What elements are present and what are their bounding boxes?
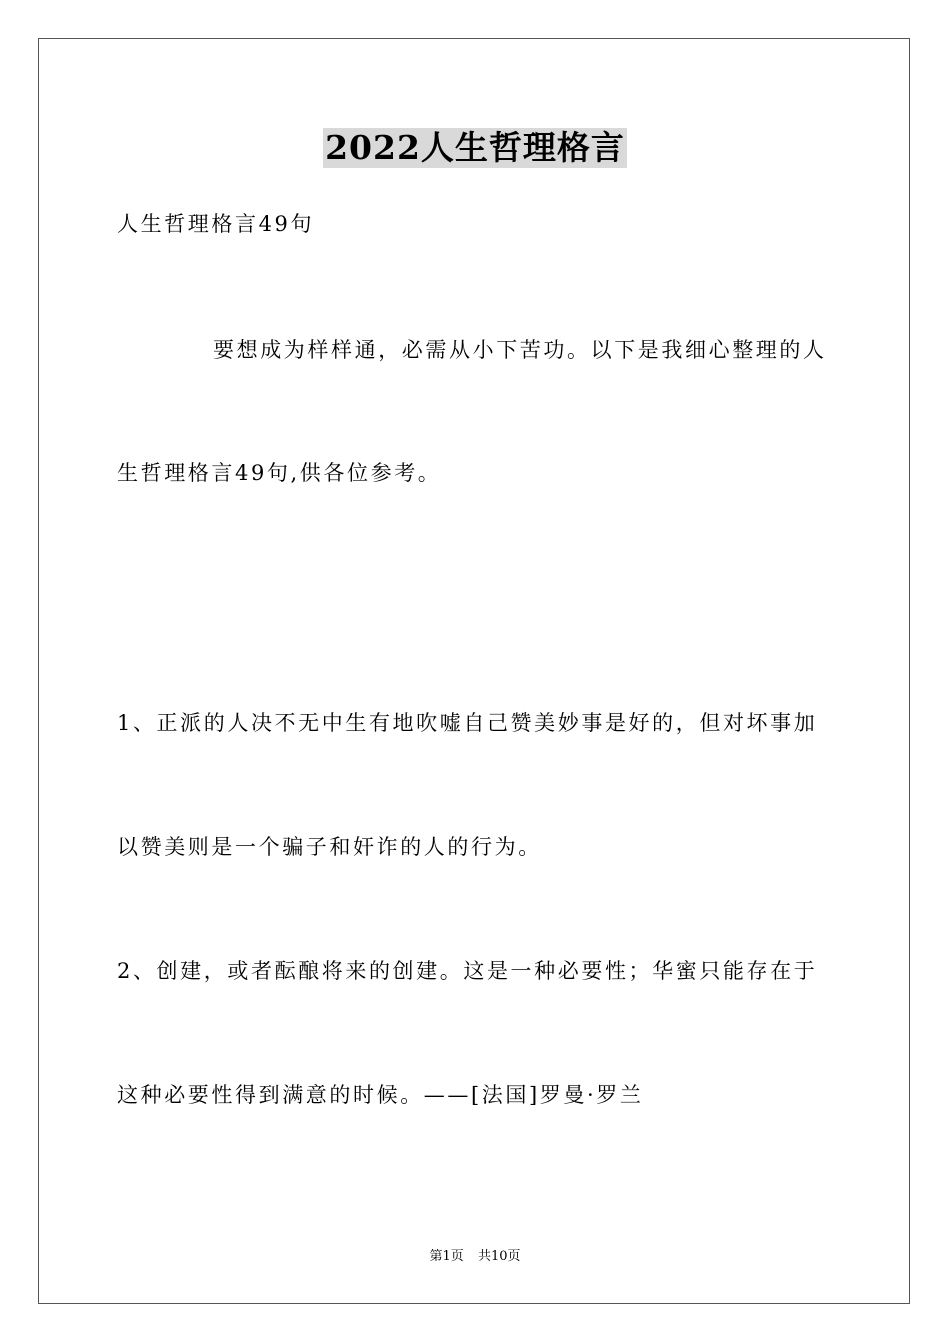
item-1-line-2: 以赞美则是一个骗子和奸诈的人的行为。 xyxy=(117,835,542,859)
subtitle: 人生哲理格言49句 xyxy=(117,212,315,236)
document-title: 2022人生哲理格言 xyxy=(325,128,625,167)
item-2-line-1: 2、创建，或者酝酿将来的创建。这是一种必要性；华蜜只能存在于 xyxy=(117,959,818,983)
page-footer xyxy=(0,1248,950,1266)
intro-line-1: 要想成为样样通，必需从小下苦功。以下是我细心整理的人 xyxy=(213,338,827,362)
item-1-line-1: 1、正派的人决不无中生有地吹嘘自己赞美妙事是好的，但对坏事加 xyxy=(117,711,818,735)
intro-line-2: 生哲理格言49句,供各位参考。 xyxy=(117,461,442,485)
page-number: 第1页 xyxy=(429,1249,464,1264)
total-pages: 共10页 xyxy=(477,1249,521,1264)
item-2-line-2: 这种必要性得到满意的时候。——[法国]罗曼·罗兰 xyxy=(117,1083,644,1107)
title-container xyxy=(0,128,950,168)
